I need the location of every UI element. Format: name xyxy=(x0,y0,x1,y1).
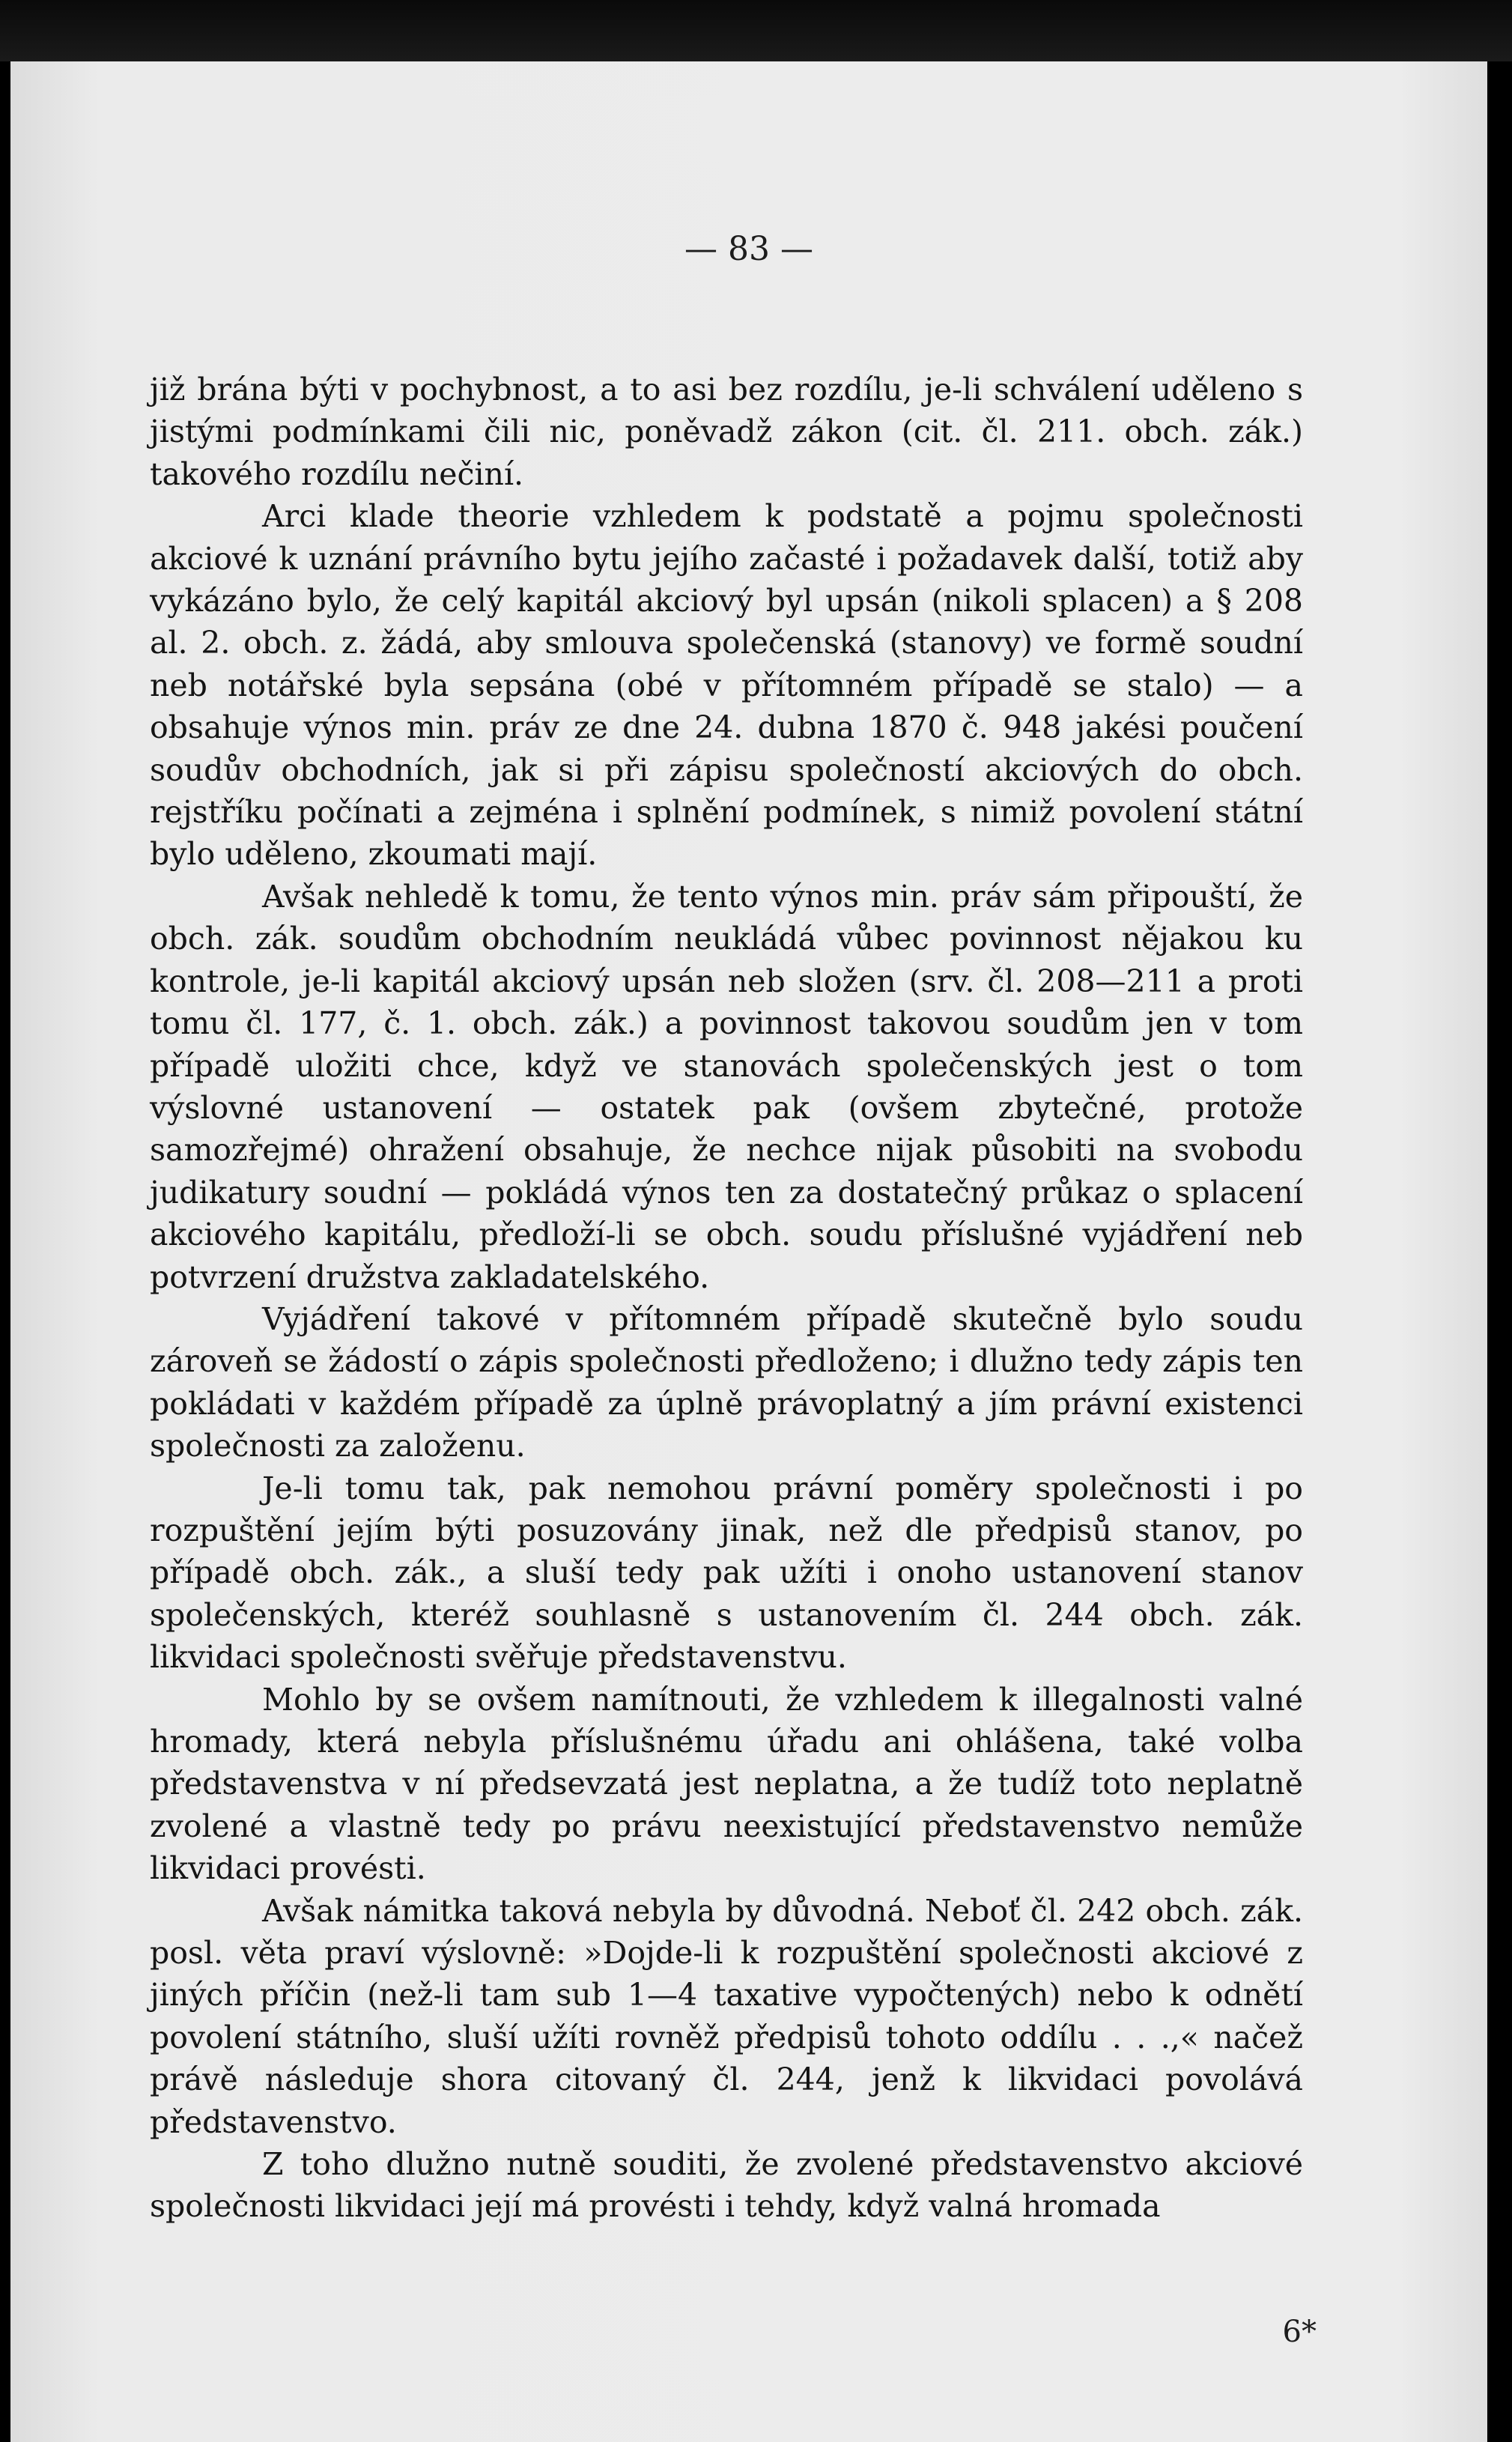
scan-right-border xyxy=(1487,61,1512,2442)
book-page xyxy=(10,61,1487,2442)
page-number: — 83 — xyxy=(684,230,813,268)
paragraph-5: Je-li tomu tak, pak nemohou právní poměry společnosti i po rozpuštění jejím býti posuzovány jinak, než dle předpisů stanov, po případě obch. zák., a sluší tedy pak užíti i onoho ustanovení stanov společenských, kteréž souhlasně s ustanovením čl. 244 obch. zák. likvidaci společnosti svěřuje představenstvu. xyxy=(150,1470,1303,1676)
signature-mark: 6* xyxy=(1282,2315,1317,2349)
paragraph-3: Avšak nehledě k tomu, že tento výnos min. práv sám připouští, že obch. zák. soudům obchodním neukládá vůbec povinnost nějakou ku kontrole, je-li kapitál akciový upsán neb složen (srv. čl. 208—211 a proti tomu čl. 177, č. 1. obch. zák.) a povinnost takovou soudům jen v tom případě uložiti chce, když ve stanovách společenských jest o tom výslovné ustanovení — ostatek pak (ovšem zbytečné, protože samozřejmé) ohražení obsahuje, že nechce nijak působiti na svobodu judikatury soudní — pokládá výnos ten za dostatečný průkaz o splacení akciového kapitálu, předloží-li se obch. soudu příslušné vyjádření neb potvrzení družstva zakladatelského. xyxy=(150,878,1303,1295)
scan-left-border xyxy=(0,61,10,2442)
scan-top-border xyxy=(0,0,1512,61)
paragraph-6: Mohlo by se ovšem namítnouti, že vzhledem k illegalnosti valné hromady, která nebyla příslušnému úřadu ani ohlášena, také volba představenstva v ní předsevzatá jest neplatna, a že tudíž toto neplatně zvolené a vlastně tedy po právu neexistující představenstvo nemůže likvidaci provésti. xyxy=(150,1681,1303,1887)
paragraph-1: již brána býti v pochybnost, a to asi bez rozdílu, je-li schválení uděleno s jistými podmínkami čili nic, poněvadž zákon (cit. čl. 211. obch. zák.) takového rozdílu nečiní. xyxy=(150,372,1303,492)
paragraph-2: Arci klade theorie vzhledem k podstatě a pojmu společnosti akciové k uznání právního bytu jejího začasté i požadavek další, totiž aby vykázáno bylo, že celý kapitál akciový byl upsán (nikoli splacen) a § 208 al. 2. obch. z. žádá, aby smlouva společenská (stanovy) ve formě soudní neb notářské byla sepsána (obé v přítomném případě se stalo) — a obsahuje výnos min. práv ze dne 24. dubna 1870 č. 948 jakési poučení soudův obchodních, jak si při zápisu společností akciových do obch. rejstříku počínati a zejména i splnění podmínek, s nimiž povolení státní bylo uděleno, zkoumati mají. xyxy=(150,498,1303,873)
paragraph-8: Z toho dlužno nutně souditi, že zvolené představenstvo akciové společnosti likvidaci její má provésti i tehdy, když valná hromada xyxy=(150,2146,1303,2225)
paragraph-7: Avšak námitka taková nebyla by důvodná. Neboť čl. 242 obch. zák. posl. věta praví výslovně: »Dojde-li k rozpuštění společnosti akciové z jiných příčin (než-li tam sub 1—4 taxative vypočtených) nebo k odnětí povolení státního, sluší užíti rovněž předpisů tohoto oddílu . . .,« načež právě následuje shora citovaný čl. 244, jenž k likvidaci povolává představenstvo. xyxy=(150,1892,1303,2140)
paragraph-4: Vyjádření takové v přítomném případě skutečně bylo soudu zároveň se žádostí o zápis společnosti předloženo; i dlužno tedy zápis ten pokládati v každém případě za úplně právoplatný a jím právní existenci společnosti za založenu. xyxy=(150,1300,1303,1464)
body-text xyxy=(150,369,1303,2228)
